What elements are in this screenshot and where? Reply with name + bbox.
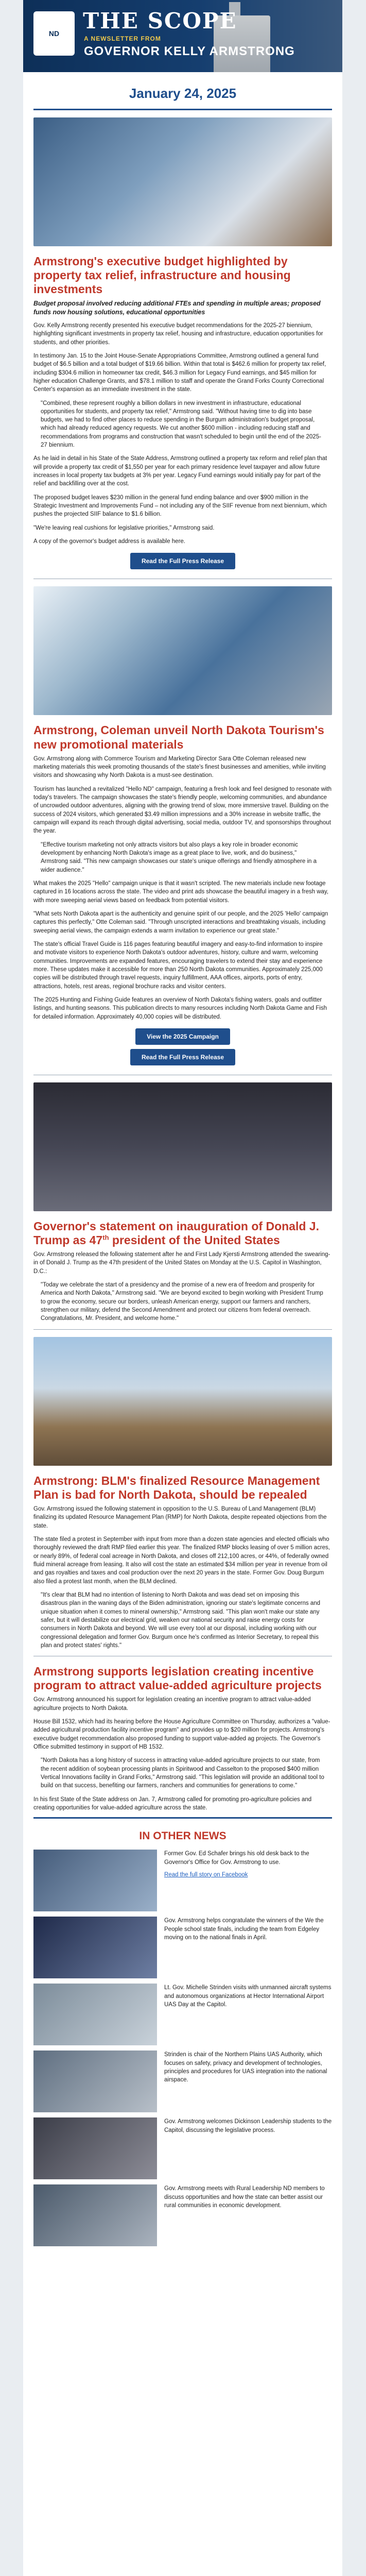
story-paragraph: The 2025 Hunting and Fishing Guide features an overview of North Dakota's fishing waters, goals and outfitter listings, and hunting seasons. This publication directs to many resources including North Dakota Game and Fish for detailed information. Approximately 40,000 copies will be distributed. (33, 996, 327, 1020)
story-quote: "North Dakota has a long history of success in attracting value-added agriculture projects to our state, from the recent addition of soybean processing plants in Spiritwood and Casselton to the proposed $400 million Vertical Innovations facility in Grand Forks," Armstrong said. "This legislation will provide an additional tool to build on that success, benefiting our farmers, ranchers and communities for generations to come." (41, 1757, 324, 1789)
story-deck: Budget proposal involved reducing additional FTEs and spending in multiple areas; proposed funds now housing solutions, educational opportunities (33, 300, 321, 316)
news-text: Lt. Gov. Michelle Strinden visits with unmanned aircraft systems and autonomous organizations at Hector International Airport UAS Day at the Capitol. (164, 1985, 332, 2008)
story-quote: "Effective tourism marketing not only attracts visitors but also plays a key role in broader economic development by enhancing North Dakota's image as a great place to live, work, and do business," Armstrong said. "This new campaign showcases our state's unique offerings and friendly atmosphere in a wider audience." (41, 841, 317, 873)
story-paragraph: Gov. Armstrong along with Commerce Tourism and Marketing Director Sara Otte Coleman released new marketing materials this week promoting thousands of the state's finest businesses and amenities, while inviting visitors and showcasing why North Dakota is a must-see destination. (33, 755, 326, 779)
story-paragraph: Gov. Armstrong announced his support for legislation creating an incentive program to attract value-added agriculture projects to North Dakota. (33, 1697, 311, 1711)
story-paragraph: As he laid in detail in his State of the State Address, Armstrong outlined a property tax reform and relief plan that will provide a property tax credit of $1,550 per year for each primary residence level taxpayer and allow future increases in local property tax budgets at 3% per year. Legacy Fund earnings would initially pay for part of the relief and backfilling over at the cost. (33, 455, 327, 487)
news-photo (33, 1850, 157, 1911)
state-seal-icon: ND (33, 11, 75, 56)
news-photo (33, 1917, 157, 1978)
story-paragraph: What makes the 2025 "Hello" campaign unique is that it wasn't scripted. The new materials include new footage captured in 16 locations across the state. The video and print ads showcase the beautiful imagery in a fresh way, with more sweeping aerial views based on feedback from potential visitors. (33, 880, 328, 904)
view-campaign-button[interactable]: View the 2025 Campaign (135, 1028, 230, 1045)
story-quote: "Today we celebrate the start of a presidency and the promise of a new era of freedom and prosperity for America and North Dakota," Armstrong said. "We are beyond excited to begin working with President Trump to grow the economy, secure our borders, unleash American energy, support our farmers and ranchers, strengthen our military, defend the Second Amendment and protect our citizens from federal overreach. Congratulations, Mr. President, and welcome home." (41, 1282, 323, 1322)
story-paragraph: Tourism has launched a revitalized "Hello ND" campaign, featuring a fresh look and feel designed to resonate with today's travelers. The campaign showcases the state's friendly people, welcoming communities, and abundance of uncrowded outdoor adventures, aligning with the growing trend of slow, more immersive travel. Building on the success of 2024 visitors, which generated $3.49 million impressions and a 30% increase in website traffic, the campaign will expand its reach through digital advertising, social media, outdoor TV, and sponsorships throughout the year. (33, 786, 332, 835)
news-text: Strinden is chair of the Northern Plains UAS Authority, which focuses on safety, privacy and development of technologies, principles and procedures for UAS integration into the national airspace. (164, 2052, 327, 2083)
story-quote: "It's clear that BLM had no intention of listening to North Dakota and was dead set on imposing this disastrous plan in the waning days of the Biden administration, ignoring our state's legitimate concerns and unique situation when it comes to mineral ownership," Armstrong said. "This plan won't make our state any safer, but it will destabilize our electrical grid, weaken our national security and raise energy costs for consumers in North Dakota and beyond. We will use every tool at our disposal, including working with our congressional delegation and former Gov. Burgum once he's confirmed as Interior Secretary, to repeal this plan and protect states' rights." (41, 1591, 321, 1649)
divider (33, 1817, 332, 1819)
news-photo (33, 2117, 157, 2179)
story-quote: "Combined, these represent roughly a billion dollars in new investment in infrastructure, educational opportunities for students, and property tax relief," Armstrong said. "Without having time to dig into base budgets, we had to find other places to reduce spending in the Burgum administration's budget proposal, which had already reduced agency requests. We cut another $600 million - including reducing staff and recommendations from programs and construction that wasn't scheduled to begin until the end of the 2025-27 biennium. (41, 400, 321, 449)
story-headline: Governor's statement on inauguration of Donald J. Trump as 47th president of the United States (33, 1219, 319, 1247)
story-paragraph: Gov. Armstrong issued the following statement in opposition to the U.S. Bureau of Land Management (BLM) finalizing its updated Resource Management Plan (RMP) for North Dakota, despite repeated objections from the state. (33, 1505, 327, 1529)
news-text: Gov. Armstrong welcomes Dickinson Leadership students to the Capitol, discussing the legislative process. (164, 2119, 332, 2133)
news-text: Former Gov. Ed Schafer brings his old desk back to the Governor's Office for Gov. Armstrong to use. (164, 1851, 309, 1866)
story-paragraph: House Bill 1532, which had its hearing before the House Agriculture Committee on Thursday, authorizes a "value-added agricultural production facility incentive program" and provides up to $20 million for projects. Armstrong's executive budget recommendation also proposed funding to support value-added ag projects. The Governor's Office submitted testimony in support of HB 1532. (33, 1719, 330, 1751)
divider (33, 109, 332, 110)
list-item (33, 1850, 332, 1911)
list-item (33, 1917, 332, 1978)
story-paragraph: The state's official Travel Guide is 116 pages featuring beautiful imagery and easy-to-find information to inspire and motivate visitors to experience North Dakota's outdoor adventures, history, culture and warm, welcoming communities. Improvements are expanded features, encouraging travelers to extend their stay and experience more. These updates make it accessible for more than 250 North Dakota communities. Approximately 225,000 copies will be distributed through travel requests, inquiry fulfillment, AAA offices, airports, ports of entry, attractions, hotels, rest areas, regional brochure racks and visitor centers. (33, 941, 323, 990)
story-photo-blm (33, 1337, 332, 1466)
list-item (33, 2184, 332, 2246)
story-headline: Armstrong supports legislation creating incentive program to attract value-added agriculture projects (33, 1665, 322, 1692)
news-text: Gov. Armstrong helps congratulate the winners of the We the People school state finals, including the team from Edgeley moving on to the national finals in April. (164, 1918, 324, 1941)
story-photo-tourism (33, 586, 332, 715)
read-press-release-button[interactable]: Read the Full Press Release (130, 1049, 235, 1065)
story-photo-inauguration (33, 1082, 332, 1211)
story-paragraph: A copy of the governor's budget address is available here. (33, 538, 185, 545)
read-press-release-button[interactable]: Read the Full Press Release (130, 553, 235, 569)
story-headline: Armstrong, Coleman unveil North Dakota Tourism's new promotional materials (33, 723, 324, 751)
list-item (33, 2117, 332, 2179)
story-paragraph: In his first State of the State address on Jan. 7, Armstrong called for promoting pro-agriculture policies and creating opportunities for value-added agriculture across the state. (33, 1796, 312, 1811)
facebook-story-link[interactable]: Read the full story on Facebook (164, 1871, 248, 1878)
story-headline: Armstrong: BLM's finalized Resource Management Plan is bad for North Dakota, should be repealed (33, 1473, 320, 1501)
story-paragraph: Gov. Armstrong released the following statement after he and First Lady Kjersti Armstrong attended the swearing-in of Donald J. Trump as the 47th president of the United States on Monday at the U.S. Capitol in Washington, D.C.: (33, 1251, 330, 1275)
news-photo (33, 2050, 157, 2112)
story-photo-budget (33, 117, 332, 246)
story-paragraph: Gov. Kelly Armstrong recently presented his executive budget recommendations for the 2025-27 biennium, highlighting significant investments in property tax relief, housing and infrastructure, education opportunities for students, and other priorities. (33, 322, 323, 346)
list-item (33, 2050, 332, 2112)
newsletter-subtitle: A NEWSLETTER FROM (84, 35, 161, 42)
story-paragraph: The proposed budget leaves $230 million in the general fund ending balance and over $900 million in the Strategic Investment and Improvements Fund – not including any of the SIIF revenue from next biennium, which pushes the projected SIIF balance to $1.6 billion. (33, 494, 327, 518)
issue-date: January 24, 2025 (129, 86, 237, 101)
newsletter-title: THE SCOPE (83, 8, 237, 33)
list-item (33, 1984, 332, 2045)
news-text: Gov. Armstrong meets with Rural Leadership ND members to discuss opportunities and how the state can better assist our rural communities in economic development. (164, 2185, 325, 2209)
story-headline: Armstrong's executive budget highlighted by property tax relief, infrastructure and housing investments (33, 255, 291, 296)
story-paragraph: In testimony Jan. 15 to the Joint House-Senate Appropriations Committee, Armstrong outlined a general fund budget of $6.5 billion and a total budget of $19.66 billion. Within that total is $462.6 million for property tax relief, including $304.6 million in homeowner tax credit, $46.3 million for Legacy Fund earnings, and $45 million for higher education Challenge Grants, and $78.1 million to staff and operate the Grand Forks County Correctional Center's expansion as an immediate investment in the state. (33, 352, 326, 393)
news-photo (33, 2184, 157, 2246)
divider (33, 1329, 332, 1330)
governor-name: GOVERNOR KELLY ARMSTRONG (84, 44, 295, 58)
newsletter-container (23, 0, 342, 2576)
other-news-title: IN OTHER NEWS (139, 1830, 226, 1842)
story-paragraph: The state filed a protest in September with input from more than a dozen state agencies and elected officials who thoroughly reviewed the draft RMP filed earlier this year. The finalized RMP blocks leasing of over 5 million acres, or nearly 89%, of federal coal acreage in North Dakota, and closes off 212,100 acres, or 44%, of federally owned fluid mineral acreage from leasing. It also will cost the state an estimated $34 million per year in revenue from oil and gas royalties and taxes and coal production over the next 20 years in the state. Former Gov. Doug Burgum also filed a protest last month, when the BLM declined. (33, 1536, 330, 1585)
story-paragraph: "We're leaving real cushions for legislative priorities," Armstrong said. (33, 524, 215, 531)
story-paragraph: "What sets North Dakota apart is the authenticity and genuine spirit of our people, and the 2025 'Hello' campaign captures this perfectly," Otte Coleman said. "Through unscripted interactions and breathtaking visuals, including sweeping aerial views, the campaign extends a warm invitation to experience our great state." (33, 910, 328, 934)
newsletter-banner (23, 0, 342, 72)
news-photo (33, 1984, 157, 2045)
